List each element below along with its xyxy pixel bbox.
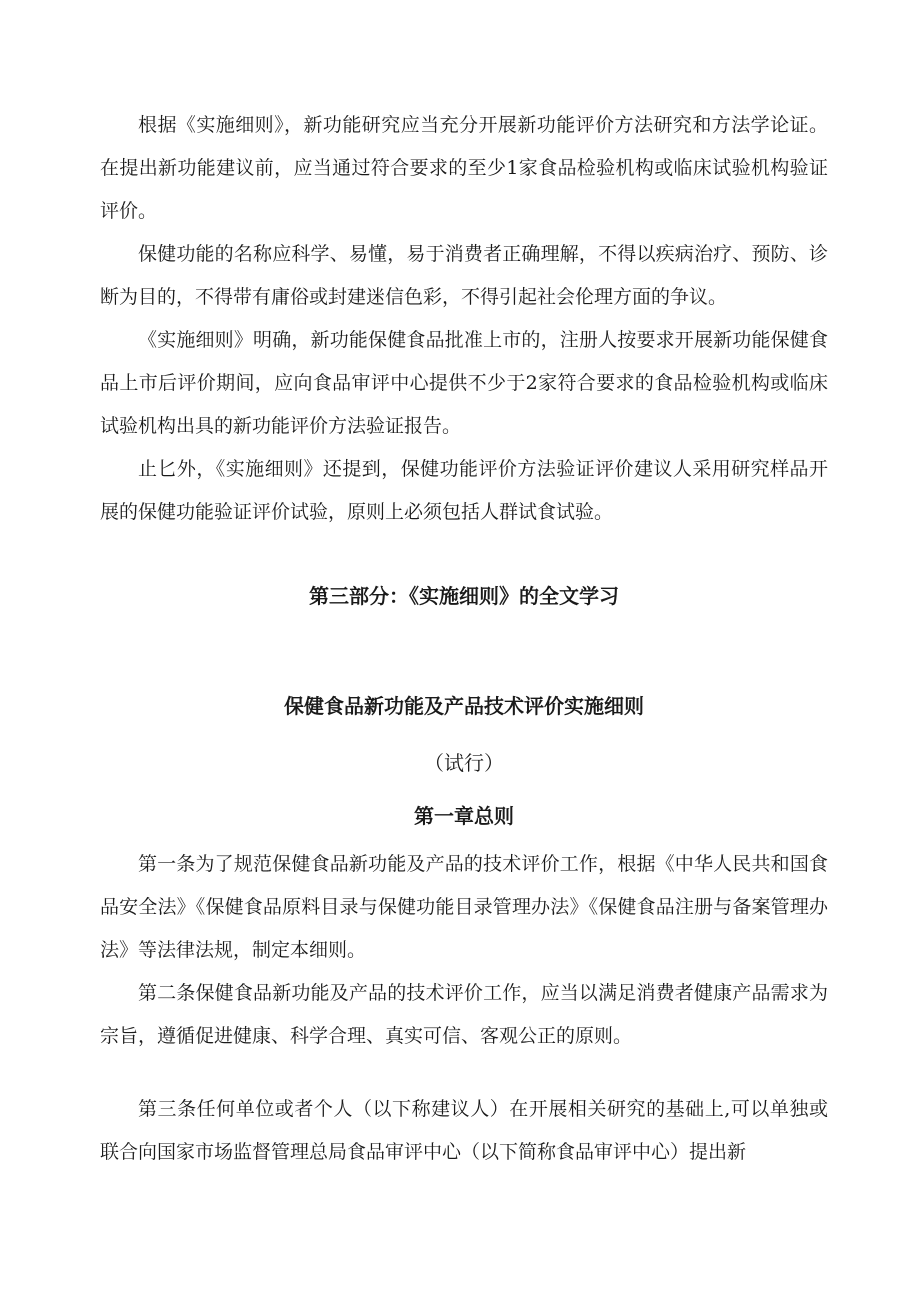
paragraph-post-market-evaluation: 《实施细则》明确，新功能保健食品批准上市的，注册人按要求开展新功能保健食品上市后评价期间，应向食品审评中心提供不少于2家符合要求的食品检验机构或临床试验机构出具的新功能评价方法验证报告。	[100, 329, 828, 437]
paragraph-function-naming: 保健功能的名称应科学、易懂，易于消费者正确理解，不得以疾病治疗、预防、诊断为目的，不得带有庸俗或封建迷信色彩，不得引起社会伦理方面的争议。	[100, 243, 828, 308]
chapter-title: 第一章总则	[414, 804, 514, 828]
section-heading: 第三部分：《实施细则》的全文学习	[309, 584, 619, 608]
paragraph-trial-requirement: 止匕外，《实施细则》还提到，保健功能评价方法验证评价建议人采用研究样品开展的保健功能验证评价试验，原则上必须包括人群试食试验。	[100, 458, 828, 523]
article-3: 第三条任何单位或者个人（以下称建议人）在开展相关研究的基础上,可以单独或联合向国家市场监督管理总局食品审评中心（以下简称食品审评中心）提出新	[100, 1098, 828, 1163]
document-title: 保健食品新功能及产品技术评价实施细则	[284, 694, 644, 718]
article-1: 第一条为了规范保健食品新功能及产品的技术评价工作，根据《中华人民共和国食品安全法》《保健食品原料目录与保健功能目录管理办法》《保健食品注册与备案管理办法》等法律法规，制定本细则。	[100, 853, 828, 961]
paragraph-research-requirement: 根据《实施细则》，新功能研究应当充分开展新功能评价方法研究和方法学论证。在提出新功能建议前，应当通过符合要求的至少1家食品检验机构或临床试验机构验证评价。	[100, 114, 828, 222]
article-2: 第二条保健食品新功能及产品的技术评价工作，应当以满足消费者健康产品需求为宗旨，遵循促进健康、科学合理、真实可信、客观公正的原则。	[100, 982, 828, 1047]
document-subtitle: （试行）	[424, 751, 504, 775]
